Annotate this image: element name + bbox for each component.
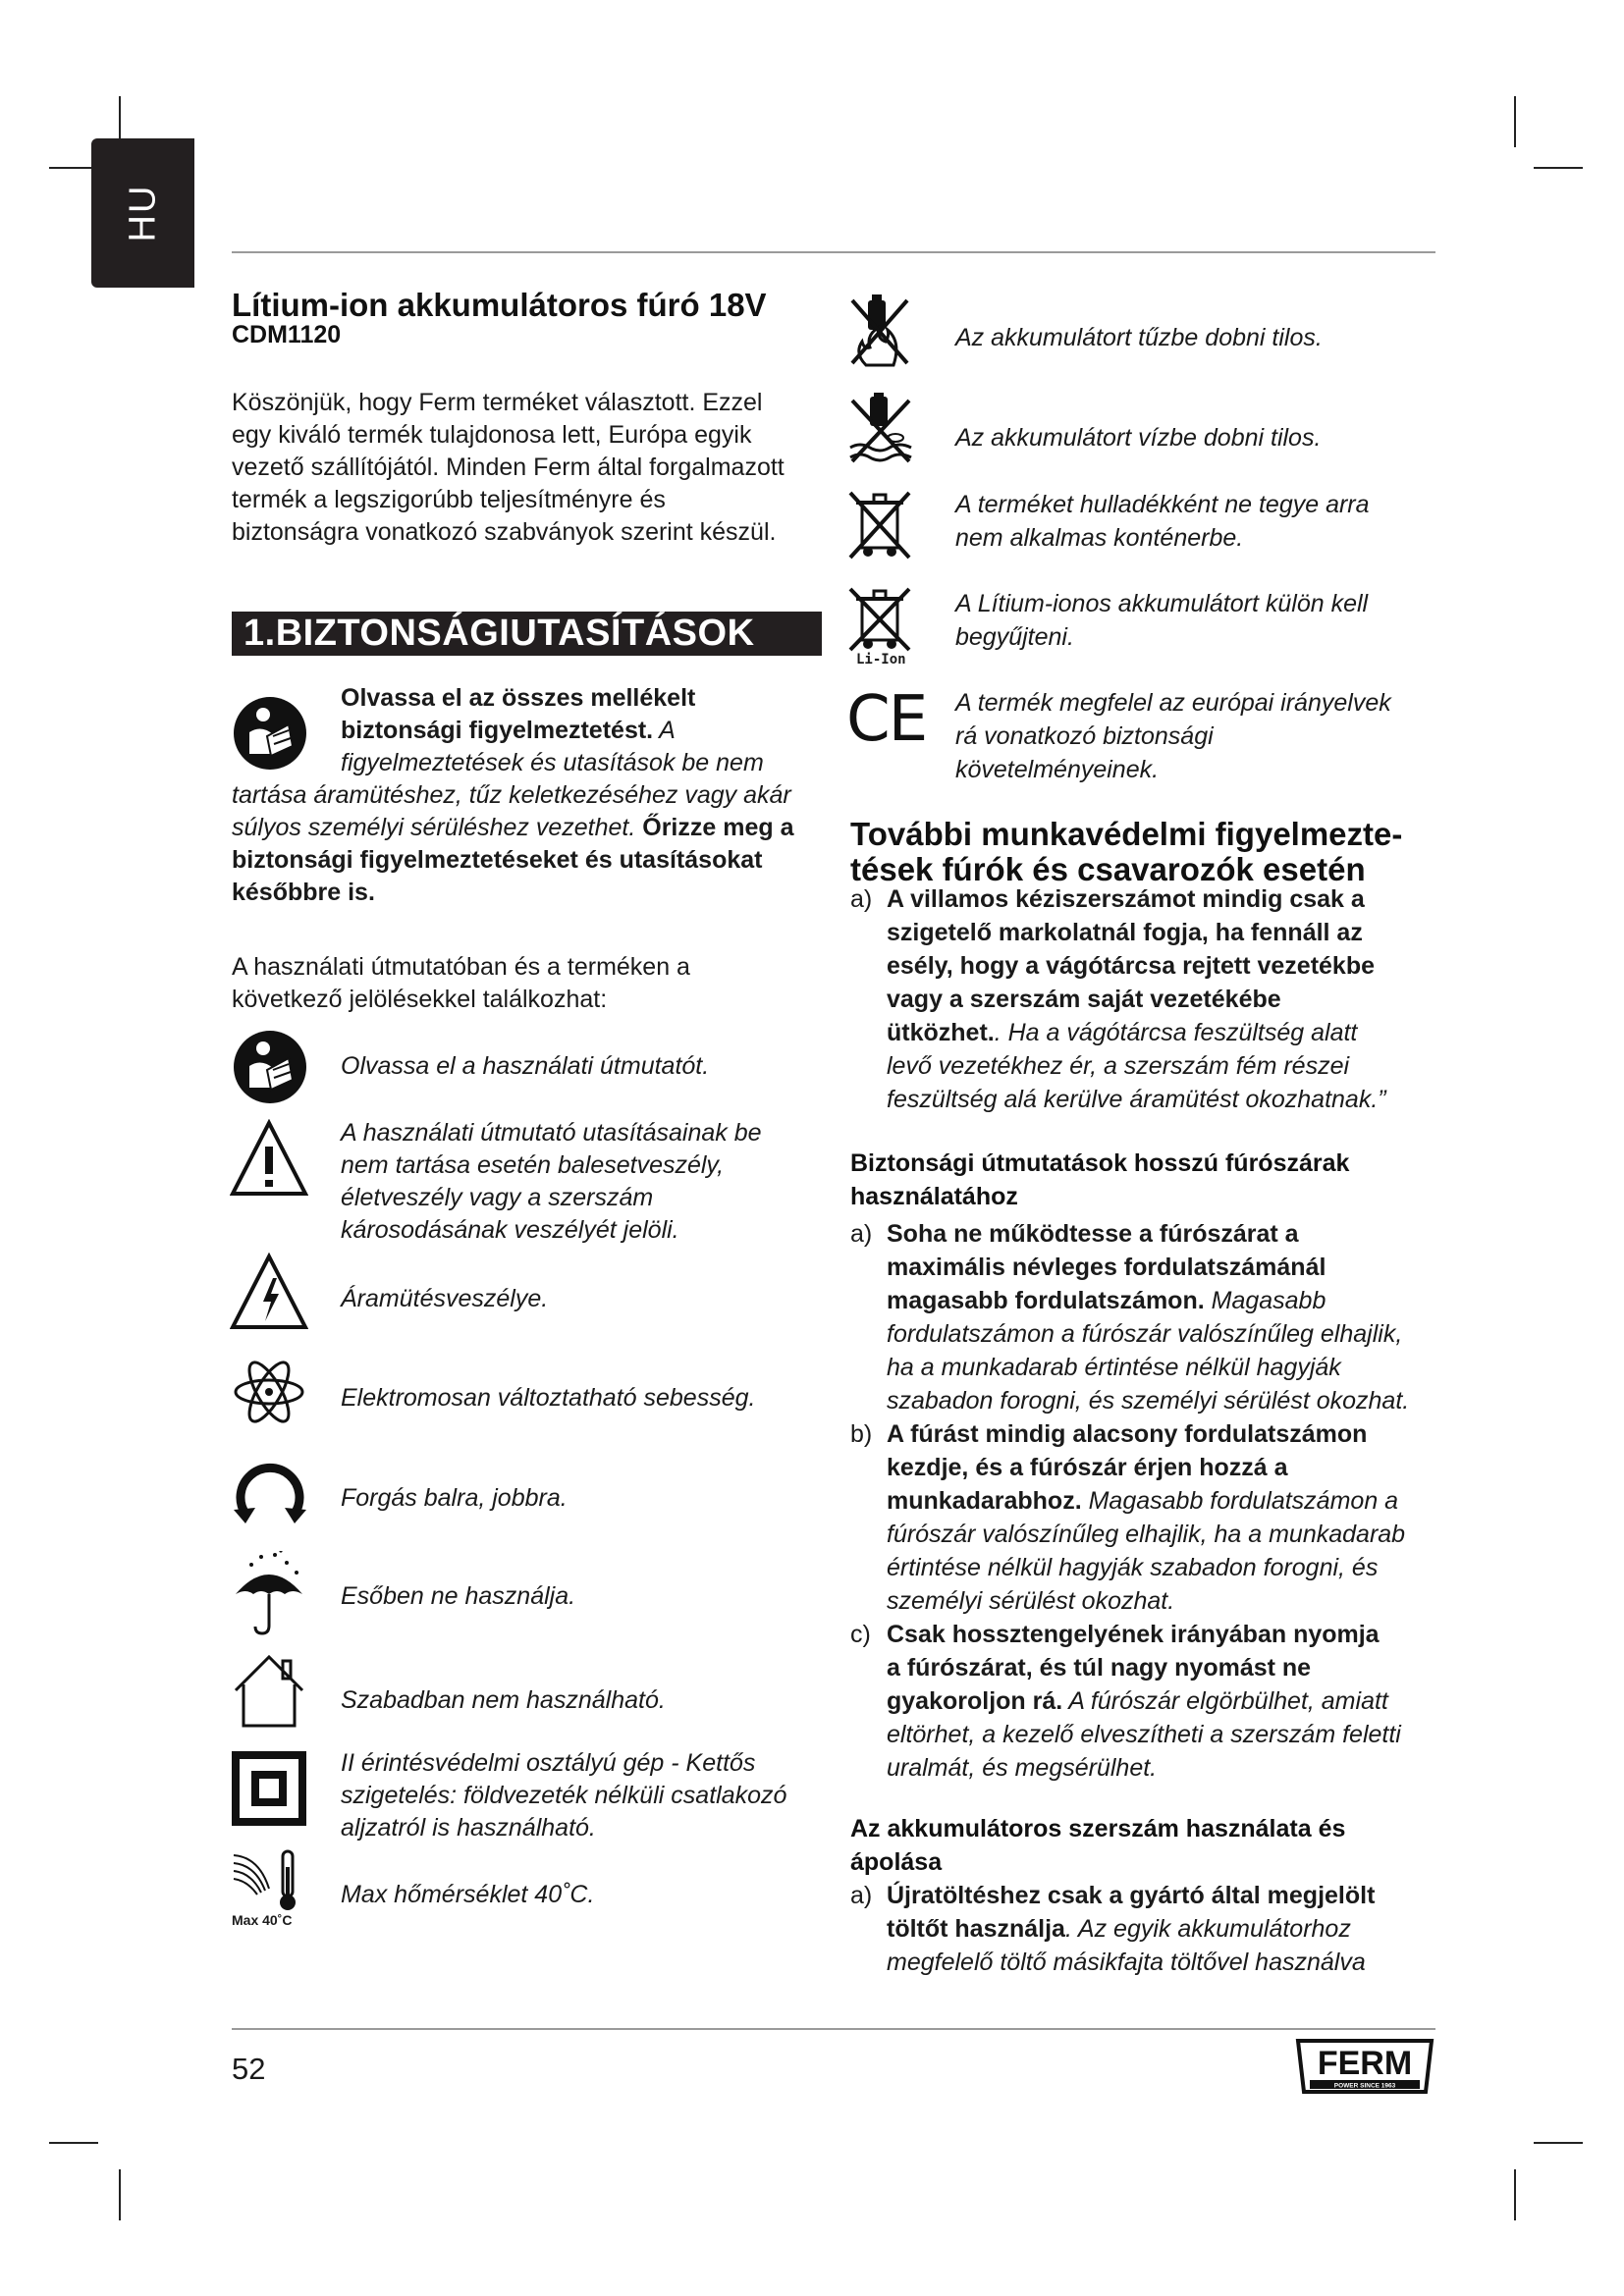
no-fire-icon [846,294,913,369]
double-insulation-icon [232,1751,306,1826]
page-number: 52 [232,2052,266,2086]
warning-line: későbbre is. [232,879,375,906]
symbol-line: életveszély vagy a szerszám [341,1184,654,1211]
ferm-logo [1292,2037,1437,2096]
warning-italic: A [653,717,676,744]
warning-bold: biztonsági figyelmeztetést. [341,717,654,744]
ce-mark-icon: CE [846,683,927,756]
list-bold: magasabb fordulatszámon. [887,1287,1205,1314]
battery-list [850,1879,1439,1979]
symbol-text: Olvassa el a használati útmutatót. [341,1052,710,1080]
symbol-text: Forgás balra, jobbra. [341,1484,568,1512]
list-line: kezdje, és a fúrószár érjen hozzá a [887,1454,1288,1481]
warning-line: figyelmeztetések és utasítások be nem [341,749,764,776]
symbol-text: Áramütésveszélye. [341,1285,549,1312]
list-marker: a) [850,885,873,913]
list-line: ha a munkadarab értintése nélkül hagyják [887,1354,1341,1381]
model-number: CDM1120 [232,321,342,348]
read-manual-icon [232,1029,308,1105]
section-heading: 1.BIZTONSÁGIUTASÍTÁSOK [232,612,822,656]
list-italic: Magasabb fordulatszámon a [1081,1487,1399,1515]
list-line: A villamos kéziszerszámot mindig csak a [887,885,1365,913]
liion-label: Li-Ion [856,652,906,667]
symbol-text: Elektromosan változtatható sebesség. [341,1384,756,1412]
symbol-line: begyűjteni. [955,623,1074,651]
ferm-logo-icon [1292,2037,1437,2096]
warning-text-bottom [232,779,840,909]
list-marker: a) [850,1882,873,1909]
no-water-icon [846,393,917,467]
list-bold: gyakoroljon rá. [887,1687,1063,1715]
heading-line: Biztonsági útmutatások hosszú fúrószárak [850,1149,1350,1177]
crop-mark [49,2142,98,2144]
list-line: szigetelő markolatnál fogja, ha fennáll az [887,919,1363,946]
heading-line: ápolása [850,1848,943,1876]
list-line: Soha ne működtesse a fúrószárat a [887,1220,1299,1248]
symbol-line: rá vonatkozó biztonsági [955,722,1214,750]
ferm-logo-text: FERM [1317,2045,1413,2082]
symbol-text: Esőben ne használja. [341,1582,576,1610]
intro-line: vezető szállítójától. Minden Ferm által forgalmazott [232,454,785,481]
intro-paragraph [232,387,831,549]
list-bold: ütközhet. [887,1019,995,1046]
list-marker: c) [850,1621,871,1648]
list-line: a fúrószárat, és túl nagy nyomást ne [887,1654,1312,1682]
ferm-logo-tagline: POWER SINCE 1963 [1333,2082,1396,2090]
list-line: megfelelő töltő másikfajta töltővel használva [887,1949,1366,1976]
symbol-text [955,488,1436,555]
symbols-intro [232,951,840,1016]
language-tab [91,138,194,288]
intro-line: termék a legszigorúbb teljesítményre és [232,486,666,513]
symbol-text [341,1747,851,1844]
symbol-text [955,587,1436,654]
rotation-icon [232,1453,308,1529]
crop-mark [1514,96,1516,147]
read-manual-icon [232,695,308,772]
symbols-intro-line: A használati útmutatóban és a terméken a [232,953,690,981]
thermometer-icon [230,1849,308,1912]
list-marker: b) [850,1420,873,1448]
list-line: fordulatszámon a fúrószár valószínűleg elhajlik, [887,1320,1403,1348]
list-line: Újratöltéshez csak a gyártó által megjelölt [887,1882,1376,1909]
crop-mark [1534,2142,1583,2144]
symbol-line: A használati útmutató utasításainak be [341,1119,762,1147]
warning-text-top [341,682,832,779]
long-bits-heading [850,1147,1439,1213]
warning-line: tartása áramütéshez, tűz keletkezéséhez vagy akár [232,781,791,809]
warning-triangle-icon [230,1119,308,1198]
list-line: fúrószár valószínűleg elhajlik, ha a munkadarab [887,1521,1406,1548]
crop-mark [1514,2169,1516,2220]
list-italic: Magasabb [1204,1287,1326,1314]
intro-line: biztonságra vonatkozó szabványok szerint készül. [232,518,777,546]
top-rule [232,251,1435,253]
symbol-line: szigetelés: földvezeték nélküli csatlakozó [341,1782,787,1809]
symbol-line: A terméket hulladékként ne tegye arra [955,491,1370,518]
electric-shock-icon [230,1253,308,1331]
list-line: A fúrást mindig alacsony fordulatszámon [887,1420,1368,1448]
symbol-text: Az akkumulátort vízbe dobni tilos. [955,424,1322,452]
intro-line: egy kiváló termék tulajdonosa lett, Európa egyik [232,421,752,449]
list-bold: munkadarabhoz. [887,1487,1082,1515]
list-italic: . Ha a vágótárcsa feszültség alatt [994,1019,1358,1046]
list-line: Csak hossztengelyének irányában nyomja [887,1621,1380,1648]
list-item [850,1417,1439,1618]
list-line: szabadon forogni, és személyi sérülést okozhat. [887,1387,1410,1415]
warning-line: biztonsági figyelmeztetéseket és utasításokat [232,846,763,874]
symbol-line: II érintésvédelmi osztályú gép - Kettős [341,1749,756,1777]
heading-line: Az akkumulátoros szerszám használata és [850,1815,1346,1842]
crossed-bin-liion-symbol [846,587,915,669]
symbol-text [955,686,1446,786]
page-title: Lítium-ion akkumulátoros fúró 18V [232,287,767,323]
symbol-line: A Lítium-ionos akkumulátort külön kell [955,590,1369,617]
heading-line: További munkavédelmi figyelmezte- [850,816,1403,852]
symbol-text [341,1117,851,1247]
warning-italic: súlyos személyi sérüléshez vezethet. [232,814,636,841]
list-line: eltörhet, a kezelő elveszítheti a szerszám feletti [887,1721,1401,1748]
heading-line: használatához [850,1183,1018,1210]
symbol-text: Max hőmérséklet 40˚C. [341,1881,595,1908]
list-item [850,1217,1439,1417]
crossed-bin-icon [846,489,913,561]
list-bold: töltőt használja [887,1915,1065,1943]
list-line: esély, hogy a vágótárcsa rejtett vezetékbe [887,952,1375,980]
warning-bold: Őrizze meg a [635,814,794,841]
list-line: levő vezetékhez ér, a szerszám fém részei [887,1052,1350,1080]
symbol-text: Szabadban nem használható. [341,1686,666,1714]
symbol-line: aljzatról is használható. [341,1814,596,1842]
warning-line: Olvassa el az összes mellékelt [341,684,696,712]
atom-icon [232,1355,306,1429]
list-italic: A fúrószár elgörbülhet, amiatt [1062,1687,1388,1715]
list-line: maximális névleges fordulatszámánál [887,1254,1326,1281]
list-item [850,1879,1439,1979]
intro-line: Köszönjük, hogy Ferm terméket választott. Ezzel [232,389,763,416]
symbol-line: követelményeinek. [955,756,1160,783]
crossed-bin-liion-icon [846,587,913,652]
list-line: vagy a szerszám saját vezetékébe [887,986,1281,1013]
thermometer-symbol [230,1849,308,1932]
further-safety-heading [850,817,1439,887]
symbols-intro-line: következő jelölésekkel találkozhat: [232,986,608,1013]
list-line: értintése nélkül hagyják szabadon forogni, és [887,1554,1379,1581]
symbol-line: nem tartása esetén balesetveszély, [341,1151,725,1179]
bottom-rule [232,2028,1435,2030]
crop-mark [119,2169,121,2220]
list-line: uralmát, és megsérülhet. [887,1754,1158,1782]
symbol-line: A termék megfelel az európai irányelvek [955,689,1391,717]
heading-line: tések fúrók és csavarozók esetén [850,851,1366,887]
list-line: feszültség alá kerülve áramütést okozhatnak.” [887,1086,1386,1113]
list-item [850,1618,1439,1785]
crop-mark [1534,167,1583,169]
symbol-text: Az akkumulátort tűzbe dobni tilos. [955,324,1323,351]
list-marker: a) [850,1220,873,1248]
umbrella-rain-icon [232,1551,306,1635]
battery-tool-heading [850,1812,1439,1879]
thermometer-label: Max 40˚C [232,1912,293,1928]
symbol-line: károsodásának veszélyét jelöli. [341,1216,679,1244]
further-list [850,882,1439,1116]
symbol-line: nem alkalmas konténerbe. [955,524,1244,552]
list-line: személyi sérülést okozhat. [887,1587,1175,1615]
language-label: HU [122,184,163,242]
list-item [850,882,1439,1116]
list-italic: . Az egyik akkumulátorhoz [1064,1915,1351,1943]
house-icon [230,1651,308,1730]
long-bits-list [850,1217,1439,1785]
